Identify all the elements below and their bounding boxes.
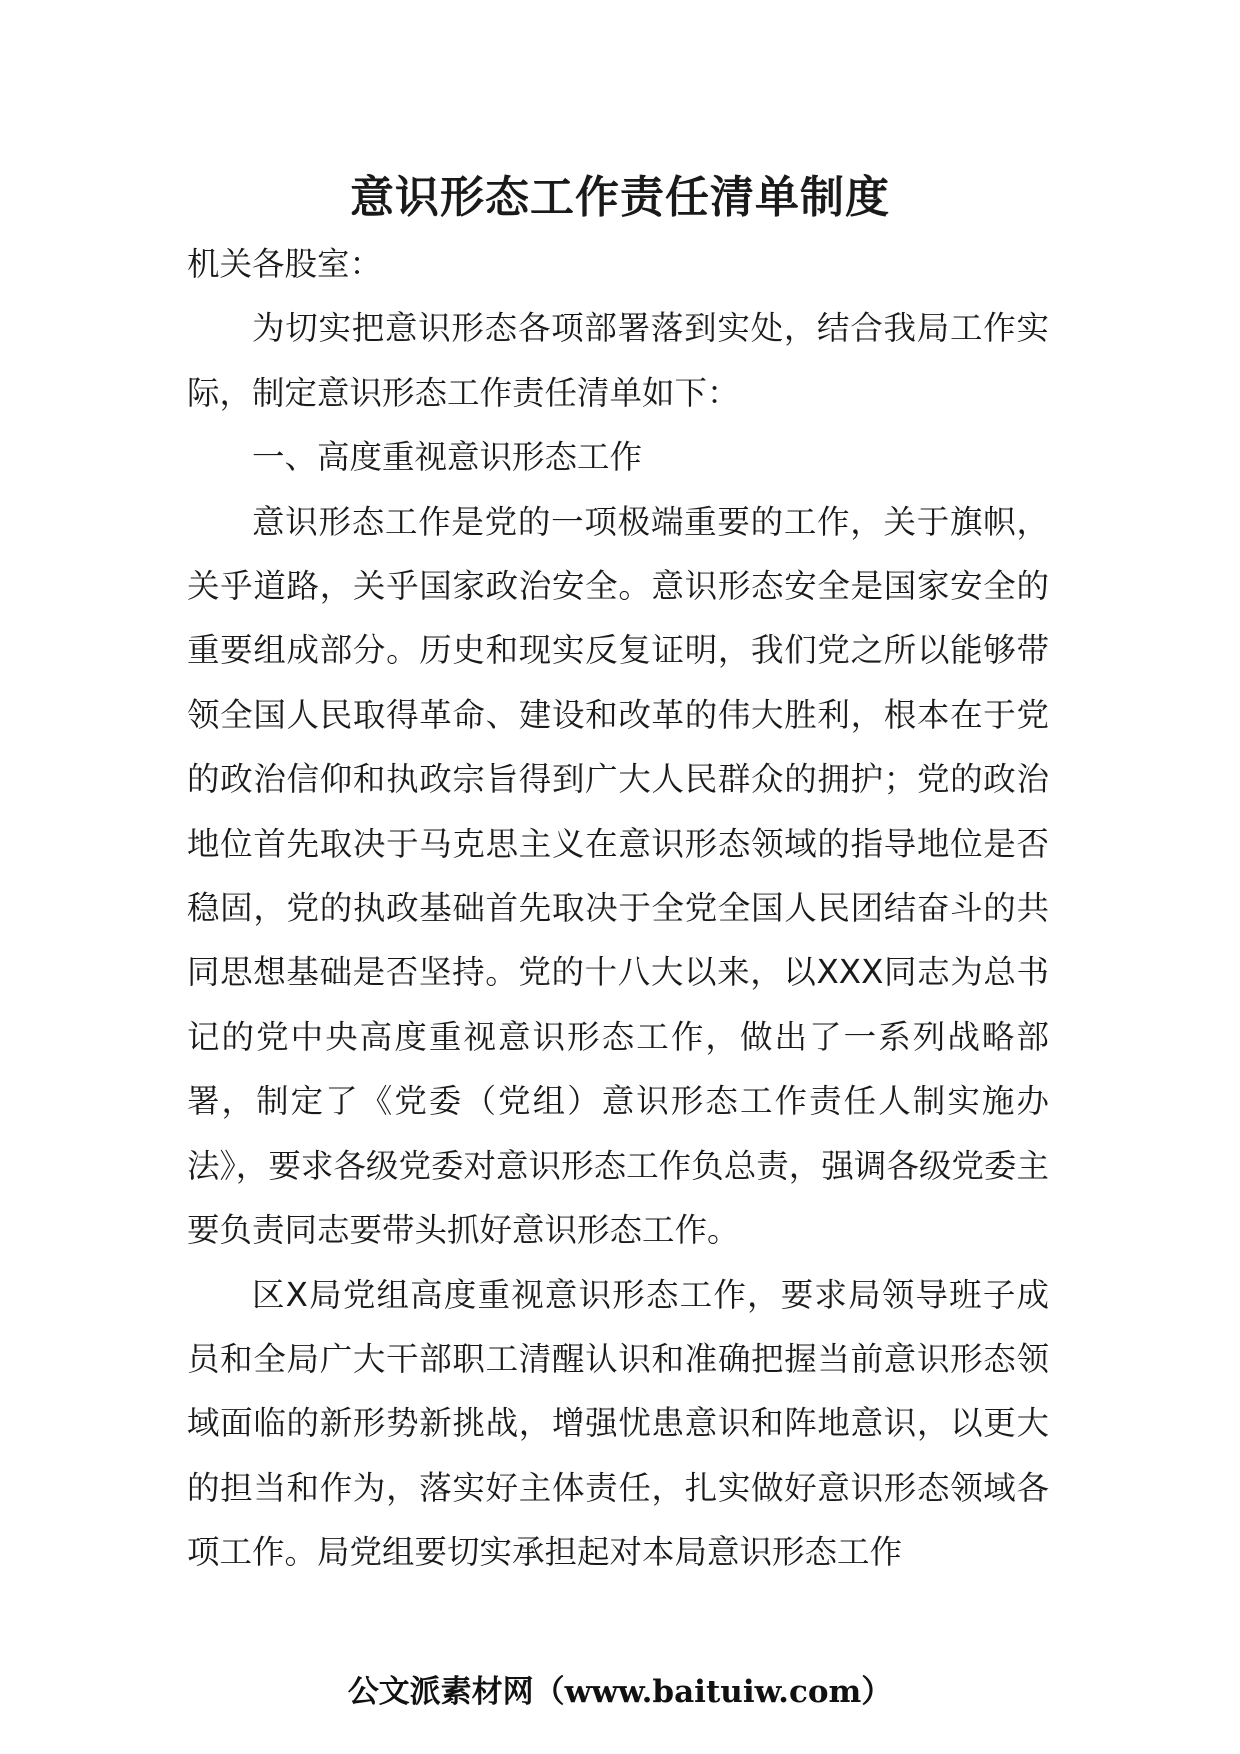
- footer-watermark: 公文派素材网（www.baituiw.com）: [347, 1674, 893, 1710]
- paragraph-body-2: 区X局党组高度重视意识形态工作，要求局领导班子成员和全局广大干部职工清醒认识和准确把握当前意识形态领域面临的新形势新挑战，增强忧患意识和阵地意识，以更大的担当和作为，落实好主体责任，扎实做好意识形态领域各项工作。局党组要切实承担起对本局意识形态工作: [187, 1275, 1049, 1572]
- paragraph-body-1: 意识形态工作是党的一项极端重要的工作，关于旗帜，关乎道路，关乎国家政治安全。意识形态安全是国家安全的重要组成部分。历史和现实反复证明，我们党之所以能够带领全国人民取得革命、建设和改革的伟大胜利，根本在于党的政治信仰和执政宗旨得到广大人民群众的拥护；党的政治地位首先取决于马克思主义在意识形态领域的指导地位是否稳固，党的执政基础首先取决于全党全国人民团结奋斗的共同思想基础是否坚持。党的十八大以来，以XXX同志为总书记的党中央高度重视意识形态工作，做出了一系列战略部署，制定了《党委（党组）意识形态工作责任人制实施办法》，要求各级党委对意识形态工作负总责，强调各级党委主要负责同志要带头抓好意识形态工作。: [187, 502, 1049, 1250]
- document-body: [187, 232, 1049, 1585]
- salutation: 机关各股室：: [187, 245, 383, 283]
- document-title: 意识形态工作责任清单制度: [350, 172, 890, 223]
- paragraph-intro: 为切实把意识形态各项部署落到实处，结合我局工作实际，制定意识形态工作责任清单如下：: [187, 309, 1049, 412]
- section-heading-1: 一、高度重视意识形态工作: [252, 438, 643, 477]
